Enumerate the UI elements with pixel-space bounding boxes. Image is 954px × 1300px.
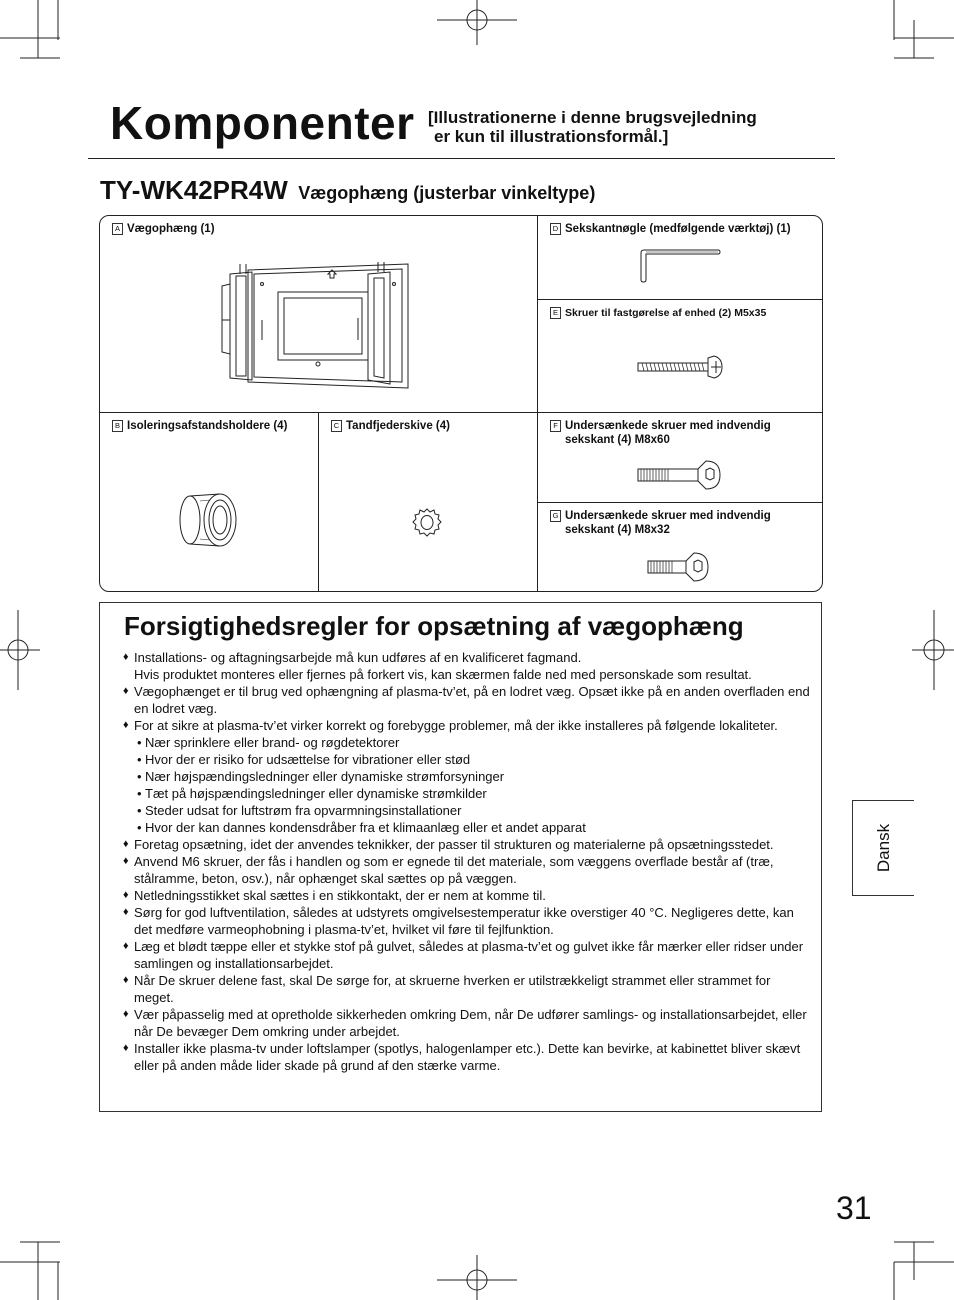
component-key: C [331, 420, 342, 432]
page-title: Komponenter [110, 97, 415, 149]
component-label [550, 419, 814, 447]
precaution-subitem-text: Nær højspændingsledninger eller dynamiske strømforsyninger [145, 769, 505, 784]
model-heading [100, 175, 595, 206]
precaution-subitem [123, 734, 813, 751]
component-name: Undersænkede skruer med indvendig sekskant (4) M8x60 [565, 420, 771, 446]
model-name: TY-WK42PR4W [100, 175, 288, 205]
precaution-text: For at sikre at plasma-tv’et virker korrekt og forebygge problemer, må der ikke installeres på følgende lokaliteter. [134, 718, 778, 733]
precaution-subitem [123, 751, 813, 768]
precaution-subitem-text: Hvor der kan dannes kondensdråber fra et klimaanlæg eller et andet apparat [145, 820, 586, 835]
precaution-text: Vær påpasselig med at opretholde sikkerheden omkring Dem, når De udfører samlings- og installationsarbejdet, eller når De bevæger Dem omkring under arbejdet. [134, 1007, 807, 1039]
precaution-subitem [123, 819, 813, 836]
page-number: 31 [836, 1190, 872, 1226]
diamond-bullet-icon: ♦ [123, 651, 129, 663]
component-key: E [550, 307, 561, 319]
precaution-item [123, 853, 813, 887]
precaution-subitem [123, 785, 813, 802]
precaution-subitem [123, 768, 813, 785]
component-label [550, 222, 814, 236]
precaution-text: Når De skruer delene fast, skal De sørge for, at skruerne hverken er utilstrækkeligt strammet eller strammet for meget. [134, 973, 771, 1005]
precaution-text: Installer ikke plasma-tv under loftslamper (spotlys, halogenlamper etc.). Dette kan bevirke, at kabinettet bliver skævt eller på anden måde lider skade på grund af den stærke varme. [134, 1041, 801, 1073]
screw-m5x35-icon [636, 352, 726, 382]
precaution-subitem-text: Hvor der er risiko for udsættelse for vibrationer eller stød [145, 752, 471, 767]
precaution-text: Foretag opsætning, idet der anvendes teknikker, der passer til strukturen og materialerne på opsætningsstedet. [134, 837, 774, 852]
toothed-washer-icon [411, 507, 443, 539]
component-label [112, 222, 529, 236]
diamond-bullet-icon: ♦ [123, 974, 129, 986]
component-e [538, 300, 822, 412]
precaution-item [123, 972, 813, 1006]
component-key: A [112, 223, 123, 235]
subtitle-line-1: [Illustrationerne i denne brugsvejledning [428, 108, 757, 127]
screw-m8x60-icon [636, 457, 726, 493]
diamond-bullet-icon: ♦ [123, 889, 129, 901]
precaution-item [123, 836, 813, 853]
component-label [331, 419, 529, 433]
precaution-text: Anvend M6 skruer, der fås i handlen og som er egnede til det materiale, som væggens overflade består af (træ, stålramme, beton, osv.), når ophænget skal sættes op på væggen. [134, 854, 774, 886]
component-name: Skruer til fastgørelse af enhed (2) M5x35 [565, 307, 767, 319]
component-name: Tandfjederskive (4) [346, 420, 450, 432]
dot-bullet-icon: • [137, 752, 142, 767]
subtitle-line-2: er kun til illustrationsformål.] [434, 127, 669, 146]
component-f [538, 413, 822, 502]
component-label [550, 509, 814, 537]
diamond-bullet-icon: ♦ [123, 685, 129, 697]
component-name: Sekskantnøgle (medfølgende værktøj) (1) [565, 223, 791, 235]
precaution-text: Sørg for god luftventilation, således at udstyrets omgivelsestemperatur ikke overstiger 40 °C. Negligeres dette, kan det medføre varmeophobning i plasma-tv’et, hvilket vil føre til fejlfunktion. [134, 905, 794, 937]
title-divider [88, 158, 835, 159]
component-key: D [550, 223, 561, 235]
component-key: F [550, 420, 561, 432]
precaution-text: Netledningsstikket skal sættes i en stikkontakt, der er nem at komme til. [134, 888, 546, 903]
diamond-bullet-icon: ♦ [123, 1008, 129, 1020]
dot-bullet-icon: • [137, 786, 142, 801]
precaution-subitem-text: Steder udsat for luftstrøm fra opvarmningsinstallationer [145, 803, 462, 818]
precautions-box [99, 602, 822, 1112]
dot-bullet-icon: • [137, 769, 142, 784]
page-subtitle [428, 108, 757, 146]
diamond-bullet-icon: ♦ [123, 940, 129, 952]
precaution-text: Læg et blødt tæppe eller et stykke stof på gulvet, således at plasma-tv’et og gulvet ikke får mærker eller ridser under samlingen og installationsarbejdet. [134, 939, 804, 971]
precaution-item [123, 1006, 813, 1040]
precaution-subitem [123, 802, 813, 819]
diamond-bullet-icon: ♦ [123, 906, 129, 918]
component-b [100, 413, 318, 591]
component-c [319, 413, 537, 591]
precautions-list [123, 649, 813, 1074]
component-label [112, 419, 310, 433]
precaution-item [123, 938, 813, 972]
precaution-item [123, 683, 813, 717]
precaution-item [123, 904, 813, 938]
language-label: Dansk [873, 823, 893, 873]
component-name: Isoleringsafstandsholdere (4) [127, 420, 288, 432]
precaution-subitem-text: Tæt på højspændingsledninger eller dynamiske strømkilder [145, 786, 487, 801]
precaution-item [123, 649, 813, 683]
diamond-bullet-icon: ♦ [123, 838, 129, 850]
precaution-item [123, 887, 813, 904]
wall-bracket-icon [218, 260, 418, 395]
screw-m8x32-icon [646, 549, 716, 585]
diamond-bullet-icon: ♦ [123, 719, 129, 731]
components-table [99, 215, 823, 592]
language-tab [852, 800, 914, 896]
precaution-item [123, 1040, 813, 1074]
precaution-text: Installations- og aftagningsarbejde må kun udføres af en kvalificeret fagmand. Hvis produktet monteres eller fjernes på forkert vis, kan skærmen falde ned med personskade som resultat. [134, 650, 752, 682]
component-key: B [112, 420, 123, 432]
dot-bullet-icon: • [137, 735, 142, 750]
component-name: Undersænkede skruer med indvendig sekskant (4) M8x32 [565, 510, 771, 536]
component-key: G [550, 510, 561, 522]
insulating-spacer-icon [176, 491, 242, 549]
component-g [538, 503, 822, 591]
precaution-subitem-text: Nær sprinklere eller brand- og røgdetektorer [145, 735, 400, 750]
dot-bullet-icon: • [137, 820, 142, 835]
precaution-item [123, 717, 813, 734]
precaution-text: Vægophænget er til brug ved ophængning af plasma-tv’et, på en lodret væg. Opsæt ikke på en anden overfladen end en lodret væg. [134, 684, 810, 716]
dot-bullet-icon: • [137, 803, 142, 818]
model-description: Vægophæng (justerbar vinkeltype) [298, 183, 596, 203]
diamond-bullet-icon: ♦ [123, 855, 129, 867]
diamond-bullet-icon: ♦ [123, 1042, 129, 1054]
precautions-title: Forsigtighedsregler for opsætning af vægophæng [124, 611, 744, 641]
component-d [538, 216, 822, 299]
hex-key-icon [638, 248, 722, 284]
component-name: Vægophæng (1) [127, 223, 215, 235]
component-a [100, 216, 537, 412]
component-label [550, 306, 814, 320]
